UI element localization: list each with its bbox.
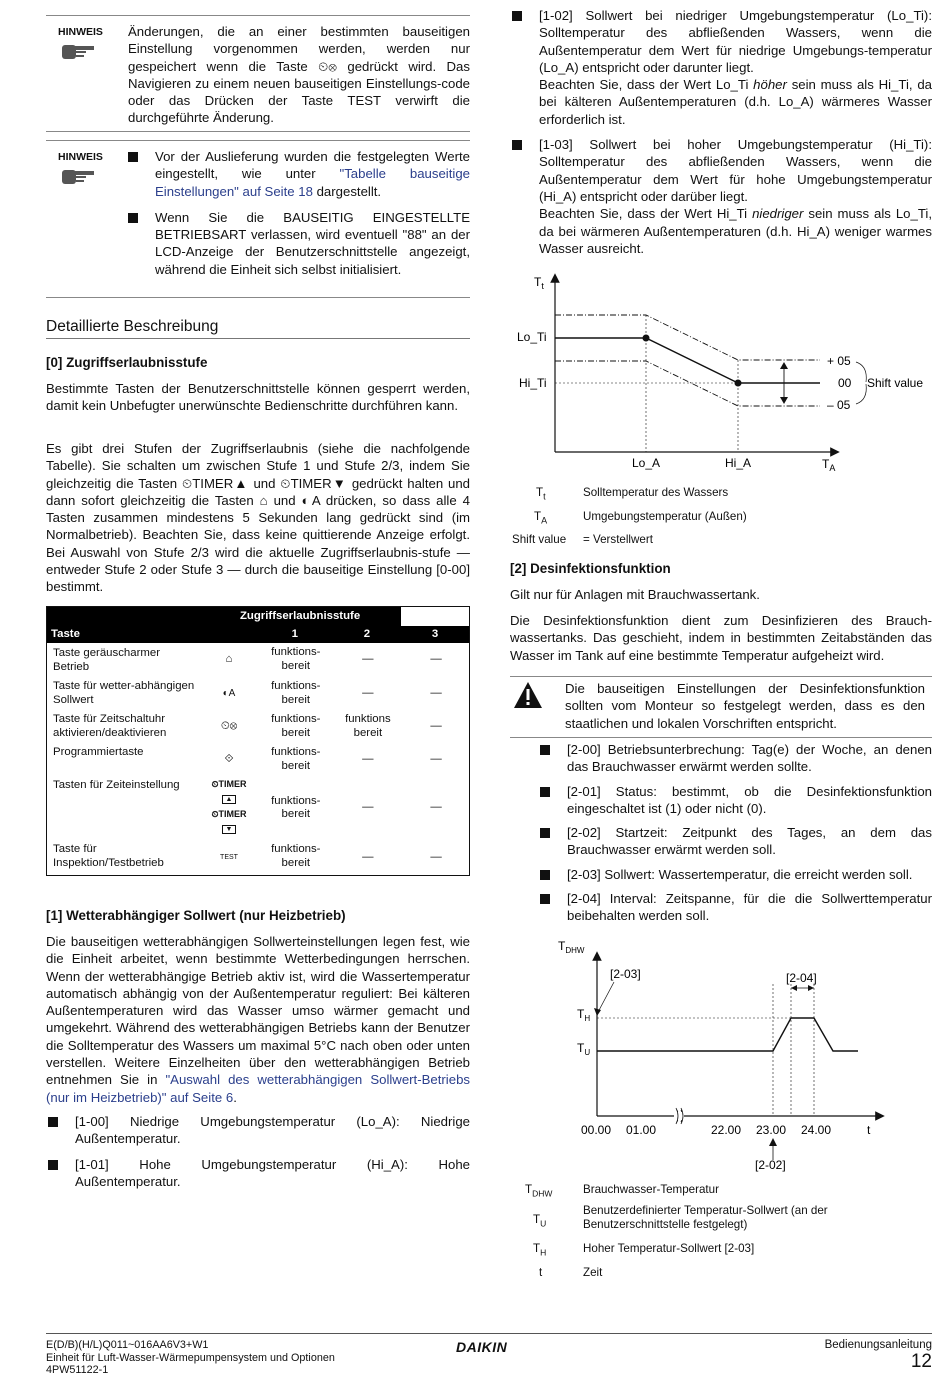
hi-ti-label: Hi_Ti: [519, 376, 547, 390]
quiet-mode-icon: ⌂: [225, 653, 233, 666]
table-col-level-1: 1: [257, 626, 333, 644]
table-group-header: Zugriffserlaubnisstufe: [199, 607, 401, 626]
note-box-1: [46, 15, 470, 132]
label-2-02: [2-02]: [755, 1158, 786, 1172]
page-number: 12: [910, 1351, 932, 1372]
s1-paragraph: Die bauseitigen wetterabhängigen Sollwerteinstellungen legen fest, wie die Einheit arbeitet, wenn bestimmte Wetterbedingungen herrschen. Wenn der wetterabhängige Betrieb aktiv ist, wird die Wassertemperatur automatisch abhängig von der Außentemperatur reguliert: Bei kälteren Außentemperaturen wird das Wasser umso wärmer gemacht und umgekehrt. Während des wetterabhängigen Betriebs kann der Benutzer die Solltemperatur des Wassers um maximal 5°C nach oben oder unten verstellen. Weitere Einzelheiten über den wetterabhängigen Betrieb entnehmen Sie in "Auswahl des wetterabhängigen Sollwert-Betriebs (nur im Heizbetrieb)" auf Seite 6.: [46, 934, 470, 1105]
legend-ta-text: Umgebungstemperatur (Außen): [583, 510, 747, 523]
note-label: HINWEIS: [58, 151, 103, 163]
warning-box: [510, 676, 932, 738]
tick-24-00: 24.00: [801, 1123, 832, 1137]
down-arrow-icon: ▼: [222, 825, 236, 834]
legend-tt-text: Solltemperatur des Wassers: [583, 486, 729, 499]
tu-label: $T_U$: [577, 1041, 591, 1057]
timer-toggle-icon: ⏲⊗: [220, 719, 238, 732]
legend-ta: $T_A$: [534, 510, 548, 526]
legend-th-text: Hoher Temperatur-Sollwert [2-03]: [583, 1242, 755, 1255]
legend-t: t: [539, 1266, 543, 1279]
setting-2-02: [2-02] Startzeit: Zeitpunkt des Tages, an dem das Brauchwasser erwärmt werden soll.: [538, 824, 932, 859]
note-label: HINWEIS: [58, 26, 103, 38]
setting-2-00: [2-00] Betriebsunterbrechung: Tag(e) der Woche, an denen das Brauchwasser erwärmt werden sollte.: [538, 741, 932, 776]
zero-label: 00: [838, 376, 852, 390]
weather-dependent-link[interactable]: "Auswahl des wetterabhängigen Sollwert-Betriebs (nur im Heizbetrieb)" auf Seite 6: [46, 1072, 470, 1105]
test-icon: TEST: [220, 853, 238, 861]
warning-triangle-icon: [513, 681, 543, 709]
pointing-hand-icon: [60, 165, 96, 187]
tick-00-00: 00.00: [581, 1123, 612, 1137]
page-footer: [46, 1333, 932, 1377]
setting-1-01: [1-01] Hohe Umgebungstemperatur (Hi_A): Hohe Außentemperatur.: [46, 1156, 470, 1191]
legend-shift: Shift value: [512, 533, 567, 546]
daikin-logo: DAIKIN: [456, 1339, 508, 1355]
tick-23-00: 23.00: [756, 1123, 787, 1137]
s0-paragraph-2: Es gibt drei Stufen der Zugriffserlaubnis (siehe die nachfolgende Tabelle). Sie schalten um zwischen Stufe 1 und Stufe 2/3, indem Sie gleichzeitig die Tasten ⏲TIMER▲ und ⏲TIMER▼ gedrückt halten und dann sofort gleichzeitig die Tasten ⌂ und ◐A drücken, so dass alle 4 Tasten zusammen mindestens 5 Sekunden lang gedrückt sind (im Normalbetrieb). Beachten Sie, dass keine quittierende Anzeige erfolgt. Bei Auswahl von Stufe 2/3 wird die aktuelle Zugriffserlaubnis-stufe — entweder Stufe 2 oder Stufe 3 — durch die bauseitige Einstellung [0-00] bestimmt.: [46, 441, 470, 595]
table-col-taste: Taste: [47, 626, 200, 644]
timer-buttons-icon: ⏲TIMER ▲ ⏲TIMER ▼: [211, 779, 247, 834]
table-row: Tasten für Zeiteinstellung ⏲TIMER ▲ ⏲TIMER ▼ funktions-bereit — —: [47, 776, 470, 840]
table-row: Taste für wetter-abhängigen Sollwert ◐A funktions-bereit — —: [47, 677, 470, 710]
table-settings-link[interactable]: "Tabelle bauseitige Einstellungen" auf Seite 18: [155, 166, 470, 199]
tick-01-00: 01.00: [626, 1123, 657, 1137]
x-axis-label: $T_A$: [822, 457, 836, 473]
s2-title: [2] Desinfektionsfunktion: [510, 561, 671, 576]
setting-2-04: [2-04] Interval: Zeitspanne, für die die Sollwerttemperatur beibehalten werden soll.: [538, 890, 932, 925]
up-arrow-icon: ▲: [222, 795, 236, 804]
footer-model: E(D/B)(H/L)Q011~016AA6V3+W1: [46, 1339, 209, 1351]
weather-dependent-diagram: [510, 270, 932, 475]
label-2-04: [2-04]: [786, 971, 817, 985]
s0-title: [0] Zugriffserlaubnisstufe: [46, 355, 208, 370]
note-box-2: [46, 140, 470, 298]
table-row: Taste geräuscharmer Betrieb ⌂ funktions-bereit — —: [47, 643, 470, 677]
legend-t-text: Zeit: [583, 1266, 603, 1279]
legend-tu: $T_U$: [533, 1213, 547, 1229]
note-text: Änderungen, die an einer bestimmten bauseitigen Einstellung vorgenommen werden, werden nur gespeichert wenn die Taste ⏲⊗ gedrückt wird. Das Navigieren zu einem neuen bauseitigen Einstellungs-code oder das Drücken der Taste TEST verwirft die durchgeführte Änderung.: [128, 24, 470, 126]
s2-paragraph-2: Die Desinfektionsfunktion dient zum Desinfizieren des Brauch-wassertanks. Das geschieht, indem in bestimmten Zeitabständen das Wasser im Tank auf eine bestimmte Temperatur aufgeheizt wird.: [510, 613, 932, 663]
access-level-table: [46, 606, 470, 876]
t-axis-label: t: [867, 1123, 871, 1137]
setting-1-02: [1-02] Sollwert bei niedriger Umgebungstemperatur (Lo_Ti): Solltemperatur des abfließenden Wassers, wenn die Außentemperatur dem Wert für niedrige Umgebungs-temperatur (Lo_A) entspricht oder darunter liegt. Beachten Sie, dass der Wert Lo_Ti höher sein muss als Hi_Ti, da bei kälteren Außentemperaturen (d.h. Lo_A) wärmeres Wasser erforderlich ist.: [510, 7, 932, 128]
s1-title: [1] Wetterabhängiger Sollwert (nur Heizbetrieb): [46, 908, 346, 923]
tick-22-00: 22.00: [711, 1123, 742, 1137]
legend-tdhw: $T_{DHW}$: [525, 1183, 553, 1199]
plus-05-label: + 05: [827, 354, 851, 368]
s2-bullets: [538, 741, 932, 934]
s1-bullets-right: [510, 7, 932, 266]
footer-description: Einheit für Luft-Wasser-Wärmepumpensystem und Optionen: [46, 1351, 335, 1364]
pointing-hand-icon: [60, 40, 96, 62]
legend-tt: $T_t$: [536, 486, 546, 502]
table-row: Taste für Zeitschaltuhr aktivieren/deaktivieren ⏲⊗ funktions-bereit funktions bereit —: [47, 710, 470, 743]
legend-tdhw-text: Brauchwasser-Temperatur: [583, 1183, 719, 1196]
y-axis-label: $T_t$: [534, 275, 544, 291]
weather-dependent-icon: ◐A: [222, 687, 236, 699]
setting-1-03: [1-03] Sollwert bei hoher Umgebungstemperatur (Hi_Ti): Solltemperatur des abfließenden Wassers, wenn die Außentemperatur dem Wert für hohe Umgebungstemperatur (Hi_A) entspricht oder darüber liegt. Beachten Sie, dass der Wert Hi_Ti niedriger sein muss als Lo_Ti, da bei wärmeren Außentemperaturen (d.h. Hi_A) weniger warmes Wasser ausreicht.: [510, 136, 932, 257]
th-label: $T_H$: [577, 1007, 591, 1023]
table-col-level-2: 2: [333, 626, 401, 644]
setting-2-01: [2-01] Status: bestimmt, ob die Desinfektionsfunktion eingeschaltet ist (1) oder nicht (0).: [538, 783, 932, 818]
legend-th: $T_H$: [533, 1242, 547, 1258]
lo-a-label: Lo_A: [632, 456, 661, 470]
programming-icon: ⟐: [224, 752, 234, 765]
shift-value-label: Shift value: [867, 376, 924, 390]
y-axis-tdhw: $T_{DHW}$: [558, 939, 585, 955]
footer-doc-type: Bedienungsanleitung: [824, 1339, 932, 1351]
warning-text: Die bauseitigen Einstellungen der Desinfektionsfunktion sollten vom Monteur so festgelegt werden, dass es den staatlichen und lokalen Vorschriften entspricht.: [565, 681, 925, 731]
disinfection-diagram: [520, 938, 930, 1173]
section-title: Detaillierte Beschreibung: [46, 318, 470, 339]
legend-tu-text: Benutzerdefinierter Temperatur-Sollwert (an der Benutzerschnittstelle festgelegt): [583, 1204, 828, 1231]
note-bullet: Wenn Sie die BAUSEITIG EINGESTELLTE BETRIEBSART verlassen, wird eventuell "88" an der LCD-Anzeige der Benutzerschnittstelle angezeigt, während die Einheit sich selbst initialisiert.: [126, 209, 470, 278]
s1-bullets-left: [46, 1113, 470, 1199]
setting-1-00: [1-00] Niedrige Umgebungstemperatur (Lo_A): Niedrige Außentemperatur.: [46, 1113, 470, 1148]
table-col-level-3: 3: [401, 626, 469, 644]
lo-ti-label: Lo_Ti: [517, 330, 547, 344]
s0-paragraph-1: Bestimmte Tasten der Benutzerschnittstelle können gesperrt werden, damit kein Unbefugter unerwünschte Bedienschritte durchführen kann.: [46, 381, 470, 414]
table-row: Taste für Inspektion/Testbetrieb TEST funktions-bereit — —: [47, 840, 470, 876]
hi-a-label: Hi_A: [725, 456, 752, 470]
setting-2-03: [2-03] Sollwert: Wassertemperatur, die erreicht werden soll.: [538, 866, 932, 883]
footer-code: 4PW51122-1: [46, 1364, 109, 1376]
legend-shift-text: = Verstellwert: [583, 533, 653, 546]
table-row: Programmiertaste ⟐ funktions-bereit — —: [47, 743, 470, 776]
minus-05-label: – 05: [827, 398, 851, 412]
note-bullet: Vor der Auslieferung wurden die festgelegten Werte eingestellt, wie unter "Tabelle bauseitige Einstellungen" auf Seite 18 dargestellt.: [126, 148, 470, 200]
note-body: [126, 148, 470, 287]
label-2-03: [2-03]: [610, 967, 641, 981]
s2-paragraph-1: Gilt nur für Anlagen mit Brauchwassertank.: [510, 587, 760, 602]
